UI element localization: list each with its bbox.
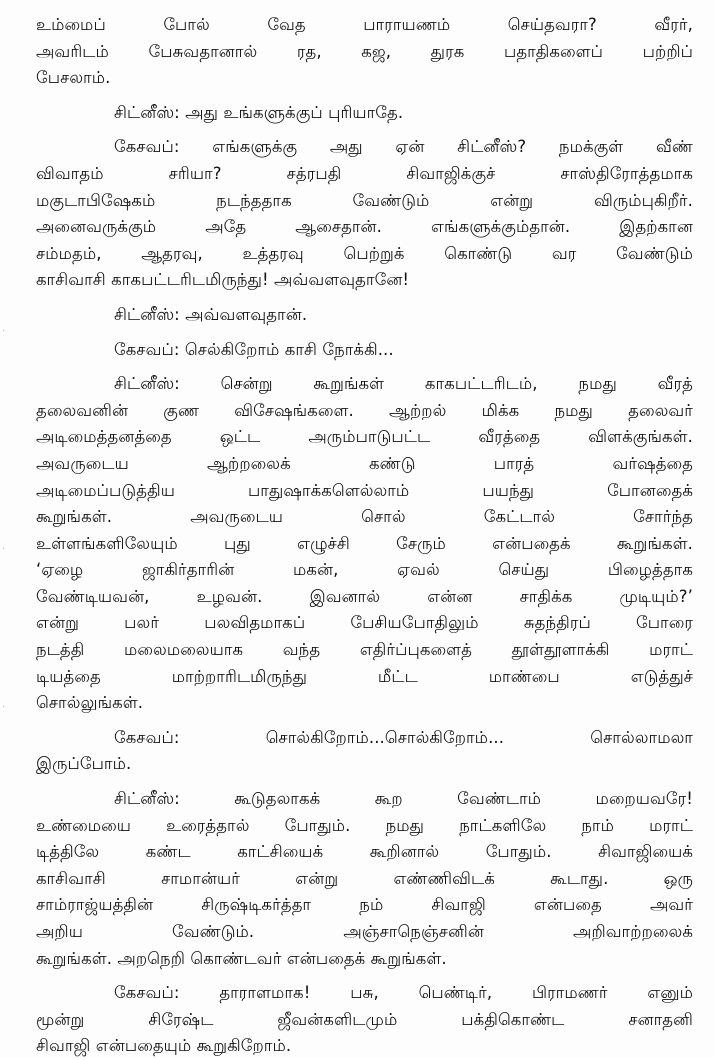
paragraph-gap: [36, 717, 693, 725]
text-line: விவாதம் சரியா? சத்ரபதி சிவாஜிக்குச் சாஸ்திரோத்தமாக: [36, 163, 693, 183]
scan-speck: ·: [2, 544, 6, 555]
text-line: சிட்னீஸ்: சென்று கூறுங்கள் காகபட்டரிடம், நமது வீரத்: [114, 374, 693, 394]
paragraph: [36, 980, 693, 1060]
document-body: [36, 12, 693, 1060]
paragraph-gap: [36, 92, 693, 100]
text-line: உள்ளங்களிலேயும் புது எழுச்சி சேரும் என்பதைக் கூறுங்கள்.: [36, 533, 693, 553]
text-line: கேசவப்: தாராளமாக! பசு, பெண்டிர், பிராமணர் எனும்: [114, 983, 693, 1003]
text-line: காசிவாசி சாமான்யர் என்று எண்ணிவிடக் கூடாது. ஒரு: [36, 868, 693, 888]
text-line: மூன்று சிரேஷ்ட ஜீவன்களிடமும் பக்திகொண்ட சனாதனி: [36, 1009, 693, 1029]
paragraph: [36, 100, 693, 127]
text-line: டித்திலே கண்ட காட்சியைக் கூறினால் போதும். சிவாஜியைக்: [36, 842, 693, 862]
text-line: அடிமைப்படுத்திய பாதுஷாக்களெல்லாம் பயந்து போனதைக்: [36, 480, 693, 500]
paragraph-gap: [36, 363, 693, 371]
text-line: அடிமைத்தனத்தை ஒட்ட அரும்பாடுபட்ட வீரத்தை விளக்குங்கள்.: [36, 427, 693, 447]
text-line: சாம்ராஜ்யத்தின் சிருஷ்டிகர்த்தா நம் சிவாஜி என்பதை அவர்: [36, 895, 693, 915]
text-line: சொல்லுங்கள்.: [36, 693, 144, 713]
text-line: என்று பலர் பலவிதமாகப் பேசியபோதிலும் சுதந்திரப் போரை: [36, 613, 693, 633]
text-line: அனைவருக்கும் அதே ஆசைதான். எங்களுக்கும்தான். இதற்கான: [36, 217, 693, 237]
paragraph-gap: [36, 778, 693, 786]
text-line: கேசவப்: எங்களுக்கு அது ஏன் சிட்னீஸ்? நமக்குள் வீண்: [114, 137, 693, 157]
paragraph: [36, 12, 693, 92]
text-line: அவரிடம் பேசுவதானால் ரத, கஜ, துரக பதாதிகளைப் பற்றிப்: [36, 41, 693, 61]
text-line: பேசலாம்.: [36, 68, 111, 88]
paragraph-gap: [36, 294, 693, 302]
text-line: அறிய வேண்டும். அஞ்சாநெஞ்சனின் அறிவாற்றலைக்: [36, 922, 693, 941]
text-line: கூறுங்கள். அவருடைய சொல் கேட்டால் சோர்ந்த: [36, 507, 693, 527]
text-line: கூறுங்கள். அறநெறி கொண்டவர் என்பதைக் கூறுங்கள்.: [36, 948, 447, 968]
paragraph: [36, 725, 693, 778]
text-line: காசிவாசி காகபட்டரிடமிருந்து! அவ்வளவுதானே!: [36, 270, 410, 290]
text-line: வேண்டியவன், உழவன். இவனால் என்ன சாதிக்க முடியும்?’: [36, 586, 693, 606]
paragraph-gap: [36, 972, 693, 980]
paragraph: [36, 371, 693, 717]
text-line: சிட்னீஸ்: கூடுதலாகக் கூற வேண்டாம் மறையவரே!: [114, 789, 693, 809]
text-line: மகுடாபிஷேகம் நடந்ததாக வேண்டும் என்று விரும்புகிறீர்.: [36, 190, 693, 210]
text-line: நடத்தி மலைமலையாக வந்த எதிர்ப்புகளைத் தூள்தூளாக்கி மராட்: [36, 640, 693, 660]
text-line: இருப்போம்.: [36, 754, 132, 774]
text-line: சிவாஜி என்பதையும் கூறுகிறோம்.: [36, 1036, 292, 1056]
text-line: சிட்னீஸ்: அவ்வளவுதான்.: [114, 304, 308, 324]
text-line: தலைவனின் குண விசேஷங்களை. ஆற்றல் மிக்க நமது தலைவர்: [36, 400, 693, 420]
paragraph: [36, 134, 693, 294]
scan-speck: ·: [2, 326, 6, 337]
text-line: உண்மையை உரைத்தால் போதும். நமது நாட்களிலே நாம் மராட்: [36, 815, 693, 835]
paragraph: [36, 337, 693, 364]
paragraph-gap: [36, 126, 693, 134]
text-line: உம்மைப் போல் வேத பாராயணம் செய்தவரா? வீரர்,: [36, 15, 693, 34]
scan-speck: ·: [2, 702, 6, 713]
paragraph: [36, 302, 693, 329]
text-line: அவருடைய ஆற்றலைக் கண்டு பாரத் வர்ஷத்தை: [36, 453, 693, 473]
text-line: சம்மதம், ஆதரவு, உத்தரவு பெற்றுக் கொண்டு வர வேண்டும்: [36, 243, 693, 263]
paragraph: [36, 786, 693, 972]
text-line: ‘ஏழை ஜாகிர்தாரின் மகன், ஏவல் செய்து பிழைத்தாக: [36, 560, 693, 580]
text-line: டியத்தை மாற்றாரிடமிருந்து மீட்ட மாண்பை எடுத்துச்: [36, 666, 693, 686]
text-line: கேசவப்: செல்கிறோம் காசி நோக்கி...: [114, 339, 394, 359]
scan-margin-marks: [2, 0, 16, 1058]
text-line: சிட்னீஸ்: அது உங்களுக்குப் புரியாதே.: [114, 102, 404, 122]
paragraph-gap: [36, 329, 693, 337]
text-line: கேசவப்: சொல்கிறோம்...சொல்கிறோம்... சொல்லாமலா: [114, 727, 693, 747]
